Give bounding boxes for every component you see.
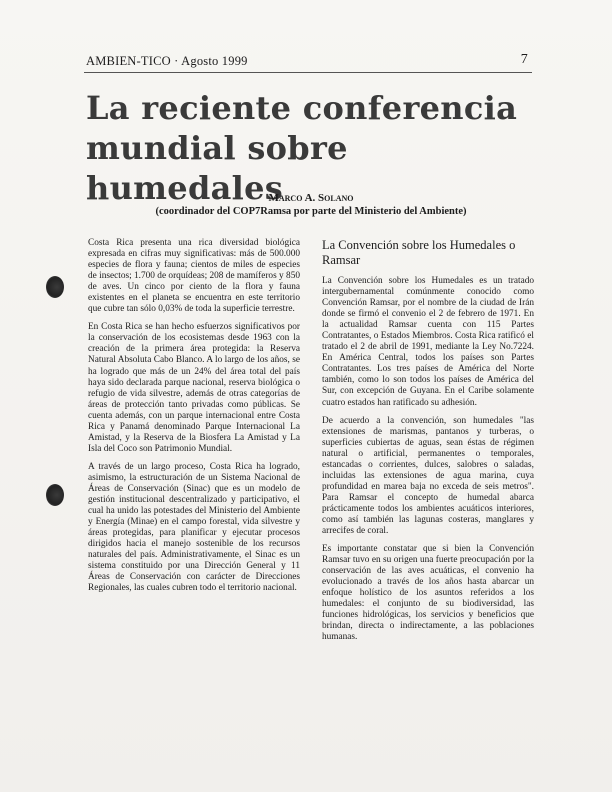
- punch-hole-bottom: [46, 484, 64, 506]
- header-rule: [84, 72, 532, 73]
- paragraph: La Convención sobre los Humedales es un tratado intergubernamental comúnmente conocido como Convención Ramsar, por el nombre de la ciudad de Irán donde se firmó el convenio el 2 de febrero de 1971. En la actualidad Ramsar cuenta con 115 Partes Contratantes, o Estados Miembros. Costa Rica ratificó el tratado el 2 de abril de 1991, mediante la Ley No.7224. En América Central, todos los países son Partes Contratantes. Los tres países de América del Norte también, como lo son todos los países de América del Sur, con excepción de Guyana. En el Caribe solamente cuatro estados han ratificado su adhesión.: [322, 276, 534, 408]
- paragraph: En Costa Rica se han hecho esfuerzos significativos por la conservación de los ecosistemas desde 1963 con la creación de la primera área protegida: la Reserva Natural Absoluta Cabo Blanco. A lo largo de los años, se ha logrado que más de un 24% del área total del país haya sido declarada parque nacional, reserva biológica o refugio de vida silvestre, además de otras categorías de áreas de protección tanto privadas como públicas. Se cuenta además, con un parque internacional entre Costa Rica y Panamá denominado Parque Internacional La Amistad, y la Reserva de la Biosfera La Amistad y La Isla del Coco son Patrimonio Mundial.: [88, 322, 300, 454]
- author-name: Marco A. Solano: [268, 192, 354, 204]
- right-column: [322, 238, 534, 651]
- left-column: [88, 238, 300, 601]
- article-title: [86, 88, 536, 208]
- paragraph: De acuerdo a la convención, son humedales "las extensiones de marismas, pantanos y turberas, o superficies cubiertas de aguas, sean éstas de régimen natural o artificial, permanentes o temporales, estancadas o corrientes, dulces, salobres o saladas, incluidas las extensiones de agua marina, cuya profundidad en marea baja no exceda de seis metros". Para Ramsar el concepto de humedal abarca prácticamente todos los ambientes acuáticos interiores, como así también las lagunas costeras, manglares y arrecifes de coral.: [322, 415, 534, 537]
- section-heading: La Convención sobre los Humedales o Ramsar: [322, 238, 516, 267]
- page-number: 7: [520, 52, 528, 67]
- paragraph: Es importante constatar que si bien la Convención Ramsar tuvo en su origen una fuerte preocupación por la conservación de las aves acuáticas, el convenio ha evolucionado a través de los años hasta abarcar un enfoque holístico de los asuntos referidos a los humedales: el conjunto de su biodiversidad, las funciones hidrológicas, los servicios y beneficios que brindan, directa o indirectamente, a las poblaciones humanas.: [322, 544, 534, 643]
- punch-hole-top: [46, 276, 64, 298]
- running-header: [86, 54, 528, 69]
- paragraph: A través de un largo proceso, Costa Rica ha logrado, asimismo, la estructuración de un Sistema Nacional de Áreas de Conservación (Sinac) que es un modelo de gestión institucional descentralizado y participativo, el cual ha unido las potestades del Ministerio del Ambiente y Energía (Minae) en el campo forestal, vida silvestre y áreas protegidas, para planificar y ejecutar procesos dirigidos hacia el manejo sostenible de los recursos naturales del país. Administrativamente, el Sinac es un sistema constituido por una Dirección General y 11 Áreas de Conservación con carácter de Direcciones Regionales, las cuales cubren todo el territorio nacional.: [88, 461, 300, 594]
- title-line-2: mundial sobre humedales: [86, 129, 348, 207]
- paragraph: Costa Rica presenta una rica diversidad biológica expresada en cifras muy significativas: más de 500.000 especies de flora y fauna; cientos de miles de especies de insectos; 1.700 de orquídeas; 208 de mamíferos y 850 de aves. Un cinco por ciento de la flora y fauna existentes en el planeta se encuentra en este territorio que cubre tan sólo 0,03% de toda la superficie terrestre.: [88, 238, 300, 315]
- author-block: [96, 191, 526, 219]
- publication-name: AMBIEN-TICO · Agosto 1999: [86, 54, 248, 68]
- author-affiliation: (coordinador del COP7Ramsa por parte del Ministerio del Ambiente): [155, 206, 467, 217]
- title-line-1: La reciente conferencia: [86, 89, 518, 127]
